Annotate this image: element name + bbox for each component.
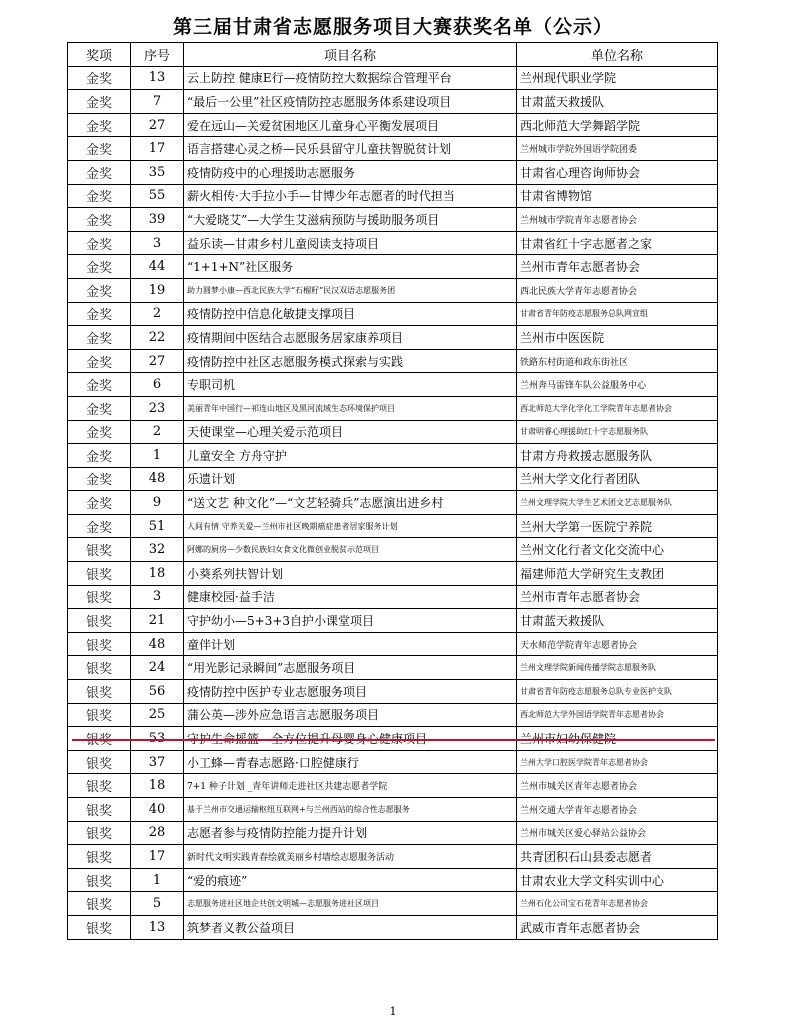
number-cell: 56 <box>131 680 184 704</box>
award-cell: 银奖 <box>68 892 131 916</box>
project-cell: 新时代文明实践青春绘就美丽乡村墙绘志愿服务活动 <box>184 845 517 869</box>
award-cell: 金奖 <box>68 326 131 350</box>
project-cell: 儿童安全 方舟守护 <box>184 444 517 468</box>
unit-cell: 甘肃省心理咨询师协会 <box>517 160 718 184</box>
award-cell: 银奖 <box>68 774 131 798</box>
number-cell: 48 <box>131 632 184 656</box>
award-cell: 银奖 <box>68 632 131 656</box>
number-cell: 39 <box>131 208 184 232</box>
award-cell: 金奖 <box>68 373 131 397</box>
page-title: 第三届甘肃省志愿服务项目大赛获奖名单（公示） <box>172 16 613 38</box>
header-award: 奖项 <box>68 43 131 67</box>
table-row <box>68 774 718 798</box>
number-cell: 2 <box>131 302 184 326</box>
table-row <box>68 845 718 869</box>
unit-cell: 天水师范学院青年志愿者协会 <box>517 632 718 656</box>
header-row <box>68 43 718 67</box>
award-cell: 金奖 <box>68 66 131 90</box>
number-cell: 32 <box>131 538 184 562</box>
project-cell: 基于兰州市交通运输枢纽互联网+与兰州西站的综合性志愿服务 <box>184 798 517 822</box>
project-cell: 7+1 种子计划 _青年讲师走进社区共建志愿者学院 <box>184 774 517 798</box>
table-row <box>68 231 718 255</box>
unit-cell: 西北民族大学青年志愿者协会 <box>517 278 718 302</box>
awards-table <box>67 42 718 940</box>
number-cell: 7 <box>131 90 184 114</box>
number-cell: 17 <box>131 845 184 869</box>
award-cell: 金奖 <box>68 349 131 373</box>
table-row <box>68 892 718 916</box>
table-row <box>68 444 718 468</box>
unit-cell: 甘肃明睿心理援助红十字志愿服务队 <box>517 420 718 444</box>
project-cell: 童伴计划 <box>184 632 517 656</box>
number-cell: 3 <box>131 231 184 255</box>
unit-cell: 兰州城市学院外国语学院团委 <box>517 137 718 161</box>
number-cell: 1 <box>131 444 184 468</box>
number-cell: 28 <box>131 821 184 845</box>
project-cell: 益乐读—甘肃乡村儿童阅读支持项目 <box>184 231 517 255</box>
number-cell: 17 <box>131 137 184 161</box>
award-cell: 银奖 <box>68 656 131 680</box>
table-row <box>68 302 718 326</box>
number-cell: 22 <box>131 326 184 350</box>
project-cell: 守护幼小—5+3+3自护小课堂项目 <box>184 609 517 633</box>
project-cell: 天使课堂—心理关爱示范项目 <box>184 420 517 444</box>
project-cell: 蒲公英—涉外应急语言志愿服务项目 <box>184 703 517 727</box>
table-row <box>68 255 718 279</box>
unit-cell: 兰州市城关区青年志愿者协会 <box>517 774 718 798</box>
award-cell: 金奖 <box>68 420 131 444</box>
project-cell: 疫情防疫中的心理援助志愿服务 <box>184 160 517 184</box>
project-cell: “最后一公里”社区疫情防控志愿服务体系建设项目 <box>184 90 517 114</box>
unit-cell: 甘肃蓝天救援队 <box>517 609 718 633</box>
award-cell: 金奖 <box>68 231 131 255</box>
unit-cell: 兰州市中医医院 <box>517 326 718 350</box>
number-cell: 23 <box>131 396 184 420</box>
award-cell: 金奖 <box>68 184 131 208</box>
table-row <box>68 703 718 727</box>
number-cell: 21 <box>131 609 184 633</box>
table-row <box>68 278 718 302</box>
header-unit: 单位名称 <box>517 43 718 67</box>
project-cell: 专职司机 <box>184 373 517 397</box>
award-cell: 银奖 <box>68 845 131 869</box>
award-cell: 银奖 <box>68 750 131 774</box>
page-number: 1 <box>389 1005 397 1018</box>
unit-cell: 西北师范大学化学化工学院青年志愿者协会 <box>517 396 718 420</box>
unit-cell: 甘肃省青年防疫志愿服务总队专业医护支队 <box>517 680 718 704</box>
project-cell: 人间有情 守养关爱—兰州市社区晚期癌症患者居家服务计划 <box>184 514 517 538</box>
project-cell: 疫情期间中医结合志愿服务居家康养项目 <box>184 326 517 350</box>
unit-cell: 兰州市青年志愿者协会 <box>517 255 718 279</box>
award-cell: 银奖 <box>68 703 131 727</box>
project-cell: “1+1+N”社区服务 <box>184 255 517 279</box>
table-row <box>68 798 718 822</box>
table-row <box>68 467 718 491</box>
table-row <box>68 396 718 420</box>
table-row <box>68 208 718 232</box>
number-cell: 19 <box>131 278 184 302</box>
unit-cell: 甘肃蓝天救援队 <box>517 90 718 114</box>
unit-cell: 兰州文理学院新闻传播学院志愿服务队 <box>517 656 718 680</box>
award-cell: 金奖 <box>68 467 131 491</box>
project-cell: 疫情防控中医护专业志愿服务项目 <box>184 680 517 704</box>
unit-cell: 兰州奔马雷锋车队公益服务中心 <box>517 373 718 397</box>
project-cell: 薪火相传·大手拉小手—甘博少年志愿者的时代担当 <box>184 184 517 208</box>
number-cell: 18 <box>131 774 184 798</box>
table-row <box>68 90 718 114</box>
award-cell: 银奖 <box>68 538 131 562</box>
project-cell: 疫情防控中社区志愿服务模式探索与实践 <box>184 349 517 373</box>
award-cell: 金奖 <box>68 113 131 137</box>
number-cell: 24 <box>131 656 184 680</box>
table-row <box>68 66 718 90</box>
table-row <box>68 750 718 774</box>
table-row <box>68 137 718 161</box>
award-cell: 金奖 <box>68 514 131 538</box>
unit-cell: 兰州石化公司宝石花青年志愿者协会 <box>517 892 718 916</box>
red-underline-mark <box>72 739 715 741</box>
award-cell: 金奖 <box>68 302 131 326</box>
header-number: 序号 <box>131 43 184 67</box>
project-cell: 小工蜂—青春志愿路·口腔健康行 <box>184 750 517 774</box>
unit-cell: 兰州现代职业学院 <box>517 66 718 90</box>
unit-cell: 兰州大学第一医院宁养院 <box>517 514 718 538</box>
table-row <box>68 609 718 633</box>
number-cell: 3 <box>131 585 184 609</box>
unit-cell: 兰州市城关区爱心驿站公益协会 <box>517 821 718 845</box>
award-cell: 银奖 <box>68 915 131 939</box>
award-cell: 金奖 <box>68 90 131 114</box>
project-cell: 美丽青年中国行—祁连山地区及黑河流域生态环境保护项目 <box>184 396 517 420</box>
number-cell: 13 <box>131 915 184 939</box>
project-cell: “大爱晓艾”—大学生艾滋病预防与援助服务项目 <box>184 208 517 232</box>
unit-cell: 甘肃省博物馆 <box>517 184 718 208</box>
table-row <box>68 821 718 845</box>
table-row <box>68 538 718 562</box>
award-cell: 银奖 <box>68 585 131 609</box>
award-cell: 银奖 <box>68 821 131 845</box>
table-row <box>68 680 718 704</box>
unit-cell: 共青团积石山县委志愿者 <box>517 845 718 869</box>
table-row <box>68 585 718 609</box>
table-row <box>68 656 718 680</box>
award-cell: 金奖 <box>68 396 131 420</box>
award-cell: 银奖 <box>68 562 131 586</box>
project-cell: 语言搭建心灵之桥—民乐县留守儿童扶智脱贫计划 <box>184 137 517 161</box>
table-row <box>68 160 718 184</box>
number-cell: 13 <box>131 66 184 90</box>
award-cell: 金奖 <box>68 208 131 232</box>
table-row <box>68 326 718 350</box>
table-row <box>68 113 718 137</box>
number-cell: 44 <box>131 255 184 279</box>
unit-cell: 铁路东村街道和政东街社区 <box>517 349 718 373</box>
table-row <box>68 868 718 892</box>
project-cell: 阿娜的厨房—少数民族妇女食文化微创业脱贫示范项目 <box>184 538 517 562</box>
unit-cell: 兰州大学口腔医学院青年志愿者协会 <box>517 750 718 774</box>
project-cell: 志愿服务进社区地企共创文明城—志愿服务进社区项目 <box>184 892 517 916</box>
number-cell: 51 <box>131 514 184 538</box>
table-row <box>68 514 718 538</box>
award-cell: 金奖 <box>68 137 131 161</box>
unit-cell: 武威市青年志愿者协会 <box>517 915 718 939</box>
table-row <box>68 349 718 373</box>
unit-cell: 甘肃省红十字志愿者之家 <box>517 231 718 255</box>
project-cell: 志愿者参与疫情防控能力提升计划 <box>184 821 517 845</box>
award-cell: 银奖 <box>68 609 131 633</box>
award-cell: 金奖 <box>68 160 131 184</box>
unit-cell: 兰州文理学院大学生艺术团文艺志愿服务队 <box>517 491 718 515</box>
unit-cell: 甘肃省青年防疫志愿服务总队网宣组 <box>517 302 718 326</box>
table-row <box>68 562 718 586</box>
unit-cell: 兰州文化行者文化交流中心 <box>517 538 718 562</box>
number-cell: 27 <box>131 113 184 137</box>
project-cell: 云上防控 健康E行—疫情防控大数据综合管理平台 <box>184 66 517 90</box>
project-cell: “爱的痕迹” <box>184 868 517 892</box>
number-cell: 6 <box>131 373 184 397</box>
header-project: 项目名称 <box>184 43 517 67</box>
number-cell: 40 <box>131 798 184 822</box>
unit-cell: 西北师范大学外国语学院青年志愿者协会 <box>517 703 718 727</box>
unit-cell: 甘肃方舟救援志愿服务队 <box>517 444 718 468</box>
number-cell: 25 <box>131 703 184 727</box>
award-cell: 银奖 <box>68 798 131 822</box>
project-cell: 爱在远山—关爱贫困地区儿童身心平衡发展项目 <box>184 113 517 137</box>
unit-cell: 兰州交通大学青年志愿者协会 <box>517 798 718 822</box>
unit-cell: 甘肃农业大学文科实训中心 <box>517 868 718 892</box>
project-cell: 小葵系列扶智计划 <box>184 562 517 586</box>
number-cell: 5 <box>131 892 184 916</box>
award-cell: 金奖 <box>68 444 131 468</box>
number-cell: 27 <box>131 349 184 373</box>
award-cell: 金奖 <box>68 491 131 515</box>
number-cell: 48 <box>131 467 184 491</box>
award-cell: 金奖 <box>68 255 131 279</box>
number-cell: 2 <box>131 420 184 444</box>
number-cell: 37 <box>131 750 184 774</box>
unit-cell: 兰州城市学院青年志愿者协会 <box>517 208 718 232</box>
unit-cell: 福建师范大学研究生支教团 <box>517 562 718 586</box>
number-cell: 18 <box>131 562 184 586</box>
unit-cell: 兰州市青年志愿者协会 <box>517 585 718 609</box>
table-row <box>68 420 718 444</box>
project-cell: 筑梦者义教公益项目 <box>184 915 517 939</box>
table-row <box>68 632 718 656</box>
award-cell: 银奖 <box>68 680 131 704</box>
project-cell: 疫情防控中信息化敏捷支撑项目 <box>184 302 517 326</box>
number-cell: 1 <box>131 868 184 892</box>
number-cell: 35 <box>131 160 184 184</box>
table-row <box>68 373 718 397</box>
award-cell: 银奖 <box>68 868 131 892</box>
project-cell: 乐遗计划 <box>184 467 517 491</box>
table-row <box>68 491 718 515</box>
project-cell: “送文艺 种文化”—“文艺轻骑兵”志愿演出进乡村 <box>184 491 517 515</box>
unit-cell: 西北师范大学舞蹈学院 <box>517 113 718 137</box>
table-row <box>68 915 718 939</box>
award-cell: 金奖 <box>68 278 131 302</box>
project-cell: 助力圆梦小康—西北民族大学“石榴籽”民汉双语志愿服务团 <box>184 278 517 302</box>
number-cell: 9 <box>131 491 184 515</box>
table-row <box>68 184 718 208</box>
project-cell: “用光影记录瞬间”志愿服务项目 <box>184 656 517 680</box>
unit-cell: 兰州大学文化行者团队 <box>517 467 718 491</box>
number-cell: 55 <box>131 184 184 208</box>
project-cell: 健康校园·益手洁 <box>184 585 517 609</box>
